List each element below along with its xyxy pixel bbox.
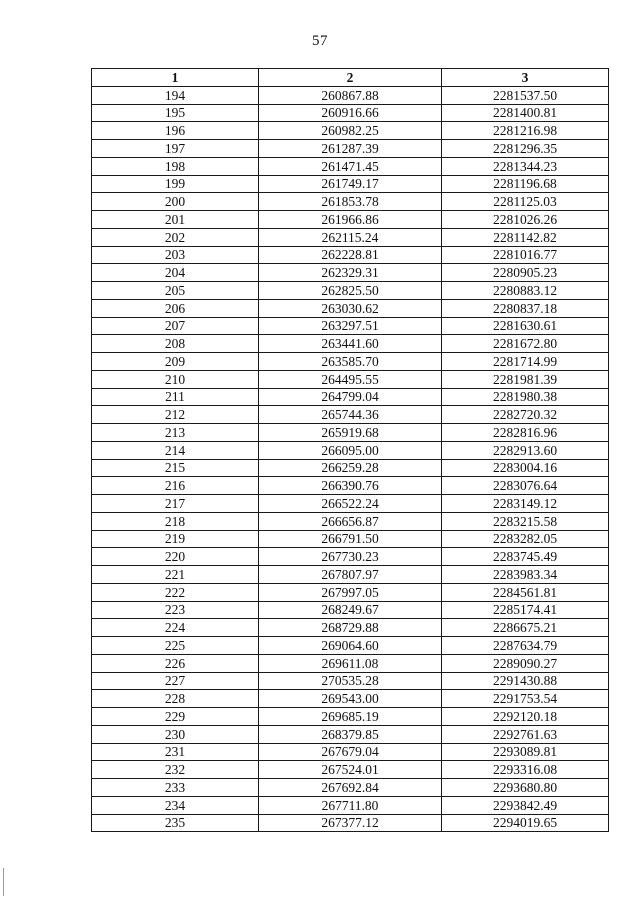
table-row: [92, 370, 609, 388]
column-header-3: 3: [442, 69, 609, 87]
point-number-cell: 226: [92, 654, 259, 672]
table-row: [92, 193, 609, 211]
y-coordinate-cell: 2283076.64: [442, 477, 609, 495]
x-coordinate-cell: 269064.60: [259, 637, 442, 655]
point-number-cell: 230: [92, 725, 259, 743]
table-row: [92, 441, 609, 459]
x-coordinate-cell: 260916.66: [259, 104, 442, 122]
y-coordinate-cell: 2281981.39: [442, 370, 609, 388]
point-number-cell: 229: [92, 708, 259, 726]
x-coordinate-cell: 265744.36: [259, 406, 442, 424]
y-coordinate-cell: 2281026.26: [442, 211, 609, 229]
table-row: [92, 779, 609, 797]
table-row: [92, 743, 609, 761]
table-row: [92, 601, 609, 619]
y-coordinate-cell: 2293842.49: [442, 796, 609, 814]
x-coordinate-cell: 263585.70: [259, 353, 442, 371]
point-number-cell: 211: [92, 388, 259, 406]
page-number: 57: [312, 33, 328, 49]
point-number-cell: 215: [92, 459, 259, 477]
table-row: [92, 530, 609, 548]
y-coordinate-cell: 2281537.50: [442, 86, 609, 104]
point-number-cell: 231: [92, 743, 259, 761]
y-coordinate-cell: 2286675.21: [442, 619, 609, 637]
x-coordinate-cell: 270535.28: [259, 672, 442, 690]
table-row: [92, 406, 609, 424]
table-row: [92, 86, 609, 104]
x-coordinate-cell: 266791.50: [259, 530, 442, 548]
x-coordinate-cell: 263030.62: [259, 299, 442, 317]
point-number-cell: 210: [92, 370, 259, 388]
x-coordinate-cell: 266259.28: [259, 459, 442, 477]
x-coordinate-cell: 267730.23: [259, 548, 442, 566]
table-row: [92, 637, 609, 655]
point-number-cell: 220: [92, 548, 259, 566]
y-coordinate-cell: 2280905.23: [442, 264, 609, 282]
x-coordinate-cell: 266390.76: [259, 477, 442, 495]
point-number-cell: 233: [92, 779, 259, 797]
point-number-cell: 200: [92, 193, 259, 211]
x-coordinate-cell: 266522.24: [259, 495, 442, 513]
x-coordinate-cell: 267679.04: [259, 743, 442, 761]
y-coordinate-cell: 2289090.27: [442, 654, 609, 672]
table-row: [92, 495, 609, 513]
y-coordinate-cell: 2280837.18: [442, 299, 609, 317]
table-row: [92, 122, 609, 140]
table-row: [92, 690, 609, 708]
y-coordinate-cell: 2293316.08: [442, 761, 609, 779]
table-row: [92, 424, 609, 442]
y-coordinate-cell: 2281196.68: [442, 175, 609, 193]
table-body: [92, 86, 609, 832]
table-row: [92, 104, 609, 122]
point-number-cell: 204: [92, 264, 259, 282]
point-number-cell: 214: [92, 441, 259, 459]
x-coordinate-cell: 262228.81: [259, 246, 442, 264]
coordinates-table: [91, 68, 609, 832]
y-coordinate-cell: 2281125.03: [442, 193, 609, 211]
x-coordinate-cell: 269611.08: [259, 654, 442, 672]
y-coordinate-cell: 2283149.12: [442, 495, 609, 513]
table-row: [92, 211, 609, 229]
table-row: [92, 619, 609, 637]
table-row: [92, 512, 609, 530]
x-coordinate-cell: 267807.97: [259, 566, 442, 584]
y-coordinate-cell: 2284561.81: [442, 583, 609, 601]
table-row: [92, 264, 609, 282]
y-coordinate-cell: 2293089.81: [442, 743, 609, 761]
y-coordinate-cell: 2285174.41: [442, 601, 609, 619]
x-coordinate-cell: 266095.00: [259, 441, 442, 459]
table-row: [92, 459, 609, 477]
point-number-cell: 216: [92, 477, 259, 495]
point-number-cell: 205: [92, 282, 259, 300]
x-coordinate-cell: 269543.00: [259, 690, 442, 708]
column-header-2: 2: [259, 69, 442, 87]
table-row: [92, 282, 609, 300]
y-coordinate-cell: 2283983.34: [442, 566, 609, 584]
table-row: [92, 388, 609, 406]
x-coordinate-cell: 267692.84: [259, 779, 442, 797]
table-row: [92, 228, 609, 246]
point-number-cell: 198: [92, 157, 259, 175]
x-coordinate-cell: 261471.45: [259, 157, 442, 175]
point-number-cell: 235: [92, 814, 259, 832]
y-coordinate-cell: 2283282.05: [442, 530, 609, 548]
y-coordinate-cell: 2281344.23: [442, 157, 609, 175]
x-coordinate-cell: 268729.88: [259, 619, 442, 637]
x-coordinate-cell: 267997.05: [259, 583, 442, 601]
point-number-cell: 206: [92, 299, 259, 317]
table-header-row: [92, 69, 609, 87]
table-row: [92, 175, 609, 193]
point-number-cell: 195: [92, 104, 259, 122]
x-coordinate-cell: 263297.51: [259, 317, 442, 335]
table-row: [92, 477, 609, 495]
y-coordinate-cell: 2287634.79: [442, 637, 609, 655]
table-row: [92, 672, 609, 690]
point-number-cell: 194: [92, 86, 259, 104]
point-number-cell: 217: [92, 495, 259, 513]
x-coordinate-cell: 267711.80: [259, 796, 442, 814]
point-number-cell: 218: [92, 512, 259, 530]
table-row: [92, 761, 609, 779]
x-coordinate-cell: 262115.24: [259, 228, 442, 246]
table-row: [92, 796, 609, 814]
point-number-cell: 221: [92, 566, 259, 584]
y-coordinate-cell: 2283215.58: [442, 512, 609, 530]
y-coordinate-cell: 2283745.49: [442, 548, 609, 566]
y-coordinate-cell: 2293680.80: [442, 779, 609, 797]
point-number-cell: 209: [92, 353, 259, 371]
y-coordinate-cell: 2281296.35: [442, 140, 609, 158]
y-coordinate-cell: 2281142.82: [442, 228, 609, 246]
y-coordinate-cell: 2291430.88: [442, 672, 609, 690]
y-coordinate-cell: 2282913.60: [442, 441, 609, 459]
table-row: [92, 353, 609, 371]
point-number-cell: 208: [92, 335, 259, 353]
point-number-cell: 222: [92, 583, 259, 601]
y-coordinate-cell: 2281016.77: [442, 246, 609, 264]
y-coordinate-cell: 2281400.81: [442, 104, 609, 122]
table-row: [92, 299, 609, 317]
table-row: [92, 725, 609, 743]
scan-margin-mark: [3, 868, 4, 896]
x-coordinate-cell: 266656.87: [259, 512, 442, 530]
x-coordinate-cell: 261966.86: [259, 211, 442, 229]
table-row: [92, 583, 609, 601]
y-coordinate-cell: 2282720.32: [442, 406, 609, 424]
point-number-cell: 228: [92, 690, 259, 708]
point-number-cell: 196: [92, 122, 259, 140]
x-coordinate-cell: 261749.17: [259, 175, 442, 193]
x-coordinate-cell: 260867.88: [259, 86, 442, 104]
x-coordinate-cell: 261853.78: [259, 193, 442, 211]
point-number-cell: 212: [92, 406, 259, 424]
table-row: [92, 246, 609, 264]
table-row: [92, 335, 609, 353]
point-number-cell: 232: [92, 761, 259, 779]
point-number-cell: 223: [92, 601, 259, 619]
column-header-1: 1: [92, 69, 259, 87]
x-coordinate-cell: 264799.04: [259, 388, 442, 406]
x-coordinate-cell: 265919.68: [259, 424, 442, 442]
x-coordinate-cell: 267524.01: [259, 761, 442, 779]
x-coordinate-cell: 268249.67: [259, 601, 442, 619]
point-number-cell: 219: [92, 530, 259, 548]
y-coordinate-cell: 2281216.98: [442, 122, 609, 140]
x-coordinate-cell: 267377.12: [259, 814, 442, 832]
x-coordinate-cell: 263441.60: [259, 335, 442, 353]
point-number-cell: 207: [92, 317, 259, 335]
point-number-cell: 227: [92, 672, 259, 690]
x-coordinate-cell: 269685.19: [259, 708, 442, 726]
x-coordinate-cell: 268379.85: [259, 725, 442, 743]
point-number-cell: 234: [92, 796, 259, 814]
table-row: [92, 814, 609, 832]
table-row: [92, 708, 609, 726]
y-coordinate-cell: 2281714.99: [442, 353, 609, 371]
x-coordinate-cell: 260982.25: [259, 122, 442, 140]
point-number-cell: 202: [92, 228, 259, 246]
x-coordinate-cell: 264495.55: [259, 370, 442, 388]
y-coordinate-cell: 2292120.18: [442, 708, 609, 726]
point-number-cell: 197: [92, 140, 259, 158]
y-coordinate-cell: 2283004.16: [442, 459, 609, 477]
y-coordinate-cell: 2292761.63: [442, 725, 609, 743]
y-coordinate-cell: 2281980.38: [442, 388, 609, 406]
y-coordinate-cell: 2294019.65: [442, 814, 609, 832]
y-coordinate-cell: 2281630.61: [442, 317, 609, 335]
y-coordinate-cell: 2281672.80: [442, 335, 609, 353]
table-row: [92, 548, 609, 566]
point-number-cell: 203: [92, 246, 259, 264]
table-row: [92, 654, 609, 672]
table-row: [92, 157, 609, 175]
y-coordinate-cell: 2280883.12: [442, 282, 609, 300]
y-coordinate-cell: 2291753.54: [442, 690, 609, 708]
point-number-cell: 201: [92, 211, 259, 229]
point-number-cell: 199: [92, 175, 259, 193]
y-coordinate-cell: 2282816.96: [442, 424, 609, 442]
x-coordinate-cell: 262825.50: [259, 282, 442, 300]
table-row: [92, 317, 609, 335]
table-row: [92, 566, 609, 584]
x-coordinate-cell: 261287.39: [259, 140, 442, 158]
table-row: [92, 140, 609, 158]
point-number-cell: 224: [92, 619, 259, 637]
x-coordinate-cell: 262329.31: [259, 264, 442, 282]
point-number-cell: 213: [92, 424, 259, 442]
point-number-cell: 225: [92, 637, 259, 655]
